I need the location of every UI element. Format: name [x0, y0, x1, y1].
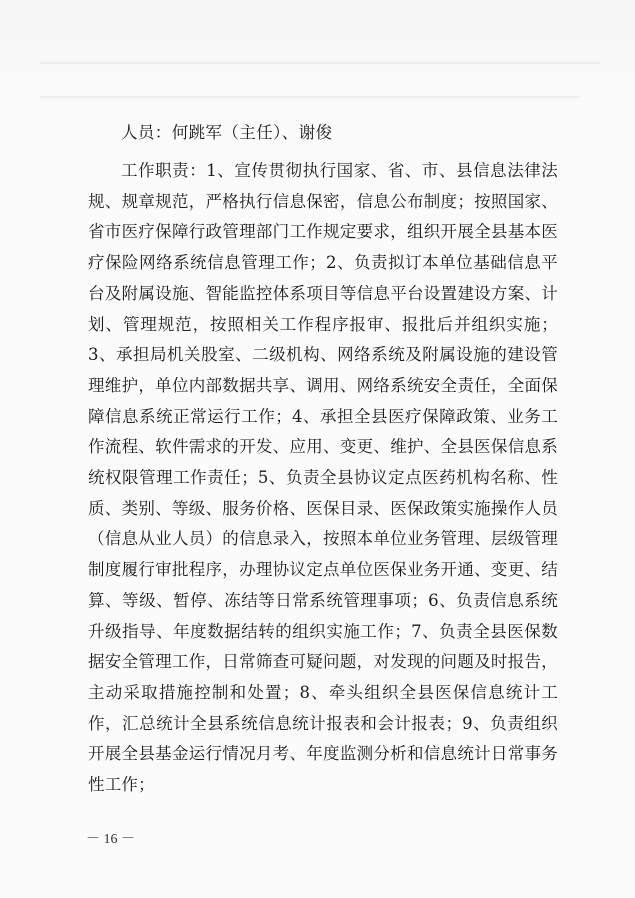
- duties-paragraph: 工作职责：1、宣传贯彻执行国家、省、市、县信息法律法规、规章规范，严格执行信息保密，信息公布制度；按照国家、省市医疗保障行政管理部门工作规定要求，组织开展全县基本医疗保险网络系统信息管理工作；2、负责拟订本单位基础信息平台及附属设施、智能监控体系项目等信息平台设置建设方案、计划、管理规范，按照相关工作程序报审、报批后并组织实施；3、承担局机关股室、二级机构、网络系统及附属设施的建设管理维护，单位内部数据共享、调用、网络系统安全责任，全面保障信息系统正常运行工作；4、承担全县医疗保障政策、业务工作流程、软件需求的开发、应用、变更、维护、全县医保信息系统权限管理工作责任；5、负责全县协议定点医药机构名称、性质、类别、等级、服务价格、医保目录、医保政策实施操作人员（信息从业人员）的信息录入，按照本单位业务管理、层级管理制度履行审批程序，办理协议定点单位医保业务开通、变更、结算、等级、暂停、冻结等日常系统管理事项；6、负责信息系统升级指导、年度数据结转的组织实施工作；7、负责全县医保数据安全管理工作，日常筛查可疑问题，对发现的问题及时报告，主动采取措施控制和处置；8、牵头组织全县医保信息统计工作，汇总统计全县系统信息统计报表和会计报表；9、负责组织开展全县基金运行情况月考、年度监测分析和信息统计日常事务性工作；: [88, 161, 558, 795]
- page-number: － 16 －: [86, 832, 135, 847]
- personnel-line: 人员：何跳军（主任）、谢俊: [121, 123, 333, 142]
- document-body: [88, 118, 558, 801]
- faint-bleed-through-line: [40, 62, 600, 64]
- faint-bleed-through-line: [40, 96, 580, 98]
